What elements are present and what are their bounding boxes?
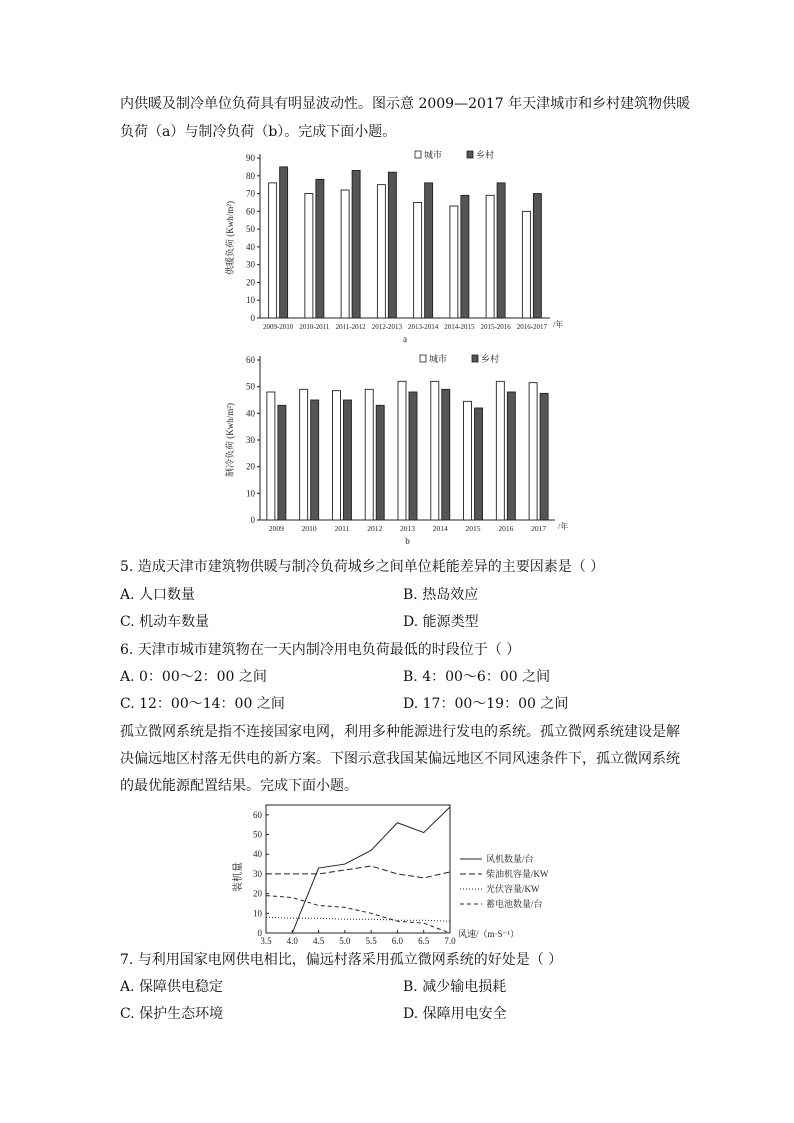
y-tick-label: 20 (253, 888, 262, 899)
bar-city (377, 185, 385, 318)
bar-rural (442, 389, 450, 520)
x-tick-label: 2013 (400, 524, 415, 533)
x-tick-label: 2013-2014 (407, 323, 439, 331)
legend-label: 风机数量/台 (486, 854, 534, 864)
x-tick-label: 2009 (268, 524, 284, 533)
q7-option-c[interactable]: C. 保护生态环境 (120, 1006, 224, 1022)
microgrid-config-chart (230, 800, 565, 945)
x-tick-label: 4.0 (286, 936, 298, 945)
bar-rural (497, 183, 505, 318)
bar-rural (316, 179, 324, 318)
x-unit-label: /年 (553, 320, 564, 329)
legend-swatch (415, 151, 421, 158)
y-tick-label: 30 (246, 259, 255, 270)
bar-city (267, 392, 275, 520)
y-tick-label: 40 (253, 849, 262, 860)
bar-rural (388, 172, 396, 318)
bar-city (332, 391, 340, 520)
y-tick-label: 80 (246, 170, 255, 181)
legend-label: 城市 (424, 150, 443, 160)
bar-city (414, 202, 422, 318)
series-line-2 (266, 917, 450, 921)
series-line-1 (266, 866, 450, 878)
intro-line-2: 负荷（a）与制冷负荷（b）。完成下面小题。 (120, 124, 397, 140)
intro2-line-1: 孤立微网系统是指不连接国家电网，利用多种能源进行发电的系统。孤立微网系统建设是解 (120, 724, 680, 740)
bar-city (450, 206, 458, 318)
bar-city (522, 211, 530, 318)
x-tick-label: 2016-2017 (516, 323, 548, 331)
bar-rural (343, 400, 351, 520)
question-6-stem: 6. 天津市城市建筑物在一天内制冷用电负荷最低的时段位于（ ） (120, 642, 521, 658)
bar-rural (409, 392, 417, 520)
heating-load-chart (225, 148, 575, 346)
q5-option-b[interactable]: B. 热岛效应 (403, 587, 479, 603)
y-tick-label: 10 (246, 488, 255, 499)
x-tick-label: 4.5 (312, 936, 325, 945)
x-tick-label: 2015-2016 (480, 323, 511, 331)
y-tick-label: 30 (253, 868, 262, 879)
plot-frame (266, 805, 450, 933)
bar-rural (311, 400, 319, 520)
bar-city (398, 381, 406, 520)
q6-option-b[interactable]: B. 4：00～6：00 之间 (403, 669, 551, 685)
q5-option-c[interactable]: C. 机动车数量 (120, 614, 210, 630)
y-tick-label: 40 (246, 241, 255, 252)
x-axis-label: 风速/（m·S⁻¹） (458, 929, 519, 939)
x-tick-label: 2016 (498, 524, 514, 533)
intro-line-1: 内供暖及制冷单位负荷具有明显波动性。图示意 2009—2017 年天津城市和乡村建筑物供暖 (120, 96, 691, 112)
series-line-3 (266, 896, 450, 933)
bar-rural (461, 195, 469, 318)
q6-option-d[interactable]: D. 17：00～19：00 之间 (403, 696, 569, 712)
bar-city (529, 383, 537, 520)
bar-rural (280, 167, 288, 318)
y-tick-label: 0 (250, 515, 255, 525)
y-tick-label: 60 (253, 809, 262, 820)
q7-option-d[interactable]: D. 保障用电安全 (403, 1006, 507, 1022)
y-tick-label: 50 (246, 381, 255, 392)
bar-rural (278, 405, 286, 520)
bar-rural (352, 170, 360, 318)
bar-city (269, 183, 277, 318)
y-tick-label: 40 (246, 408, 255, 419)
q5-option-d[interactable]: D. 能源类型 (403, 614, 479, 630)
y-tick-label: 50 (246, 224, 255, 235)
legend-label: 光伏容量/KW (486, 884, 540, 894)
bar-city (305, 194, 313, 318)
y-tick-label: 0 (257, 928, 262, 938)
bar-rural (425, 183, 433, 318)
y-tick-label: 90 (246, 153, 255, 163)
x-tick-label: 3.5 (260, 936, 272, 945)
x-tick-label: 6.0 (391, 936, 404, 945)
x-tick-label: 2009-2010 (262, 323, 294, 331)
x-tick-label: 2014 (432, 524, 448, 533)
x-tick-label: 2011 (334, 524, 350, 533)
y-axis-label: 供暖负荷 (Kwh/m²) (225, 201, 235, 275)
y-axis-label: 装机量 (233, 862, 244, 892)
y-tick-label: 20 (246, 461, 255, 472)
x-tick-label: 2011-2012 (335, 323, 366, 331)
q5-option-a[interactable]: A. 人口数量 (120, 587, 196, 603)
cooling-load-chart (225, 350, 575, 550)
legend-label: 柴油机容量/KW (486, 869, 549, 879)
bar-city (341, 190, 349, 318)
question-7-stem: 7. 与利用国家电网供电相比，偏远村落采用孤立微网系统的好处是（ ） (120, 952, 563, 968)
bar-city (464, 401, 472, 520)
x-tick-label: 2017 (531, 524, 547, 533)
y-tick-label: 50 (253, 829, 262, 840)
intro2-line-3: 的最优能源配置结果。完成下面小题。 (120, 778, 358, 794)
legend-swatch (472, 355, 478, 362)
y-tick-label: 10 (253, 908, 262, 919)
bar-city (300, 389, 308, 520)
y-axis-label: 制冷负荷 (Kwh/m²) (225, 403, 235, 477)
intro2-line-2: 决偏远地区村落无供电的新方案。下图示意我国某偏远地区不同风速条件下，孤立微网系统 (120, 751, 680, 767)
y-tick-label: 70 (246, 188, 255, 199)
x-tick-label: 2012-2013 (371, 323, 403, 331)
bar-city (365, 389, 373, 520)
bar-rural (475, 408, 483, 520)
bar-rural (376, 405, 384, 520)
x-tick-label: 5.0 (339, 936, 351, 945)
legend-swatch (420, 355, 426, 362)
y-tick-label: 60 (246, 355, 255, 365)
x-tick-label: 2012 (367, 524, 383, 533)
bar-rural (533, 194, 541, 318)
legend-swatch (467, 151, 473, 158)
chart-sublabel: b (405, 536, 410, 546)
x-tick-label: 2015 (465, 524, 481, 533)
legend-label: 乡村 (481, 354, 500, 364)
x-tick-label: 2014-2015 (444, 323, 475, 331)
x-tick-label: 2010-2011 (299, 323, 330, 331)
x-tick-label: 5.5 (365, 936, 377, 945)
legend-label: 乡村 (476, 150, 495, 160)
bar-city (431, 381, 439, 520)
x-tick-label: 2010 (301, 524, 317, 533)
bar-rural (507, 392, 515, 520)
x-tick-label: 7.0 (444, 936, 456, 945)
y-tick-label: 60 (246, 206, 255, 217)
q6-option-c[interactable]: C. 12：00～14：00 之间 (120, 696, 285, 712)
x-tick-label: 6.5 (418, 936, 430, 945)
y-tick-label: 10 (246, 295, 255, 306)
q7-option-a[interactable]: A. 保障供电稳定 (120, 979, 224, 995)
q7-option-b[interactable]: B. 减少输电损耗 (403, 979, 507, 995)
y-tick-label: 20 (246, 277, 255, 288)
y-tick-label: 30 (246, 435, 255, 445)
bar-rural (540, 393, 548, 520)
series-line-0 (292, 807, 450, 933)
y-tick-label: 0 (250, 313, 255, 323)
question-5-stem: 5. 造成天津市建筑物供暖与制冷负荷城乡之间单位耗能差异的主要因素是（ ） (120, 559, 605, 575)
bar-city (496, 381, 504, 520)
chart-sublabel: a (403, 334, 407, 344)
x-unit-label: /年 (558, 522, 569, 531)
q6-option-a[interactable]: A. 0：00～2：00 之间 (120, 669, 267, 685)
legend-label: 蓄电池数量/台 (486, 899, 543, 909)
bar-city (486, 195, 494, 318)
legend-label: 城市 (429, 354, 448, 364)
